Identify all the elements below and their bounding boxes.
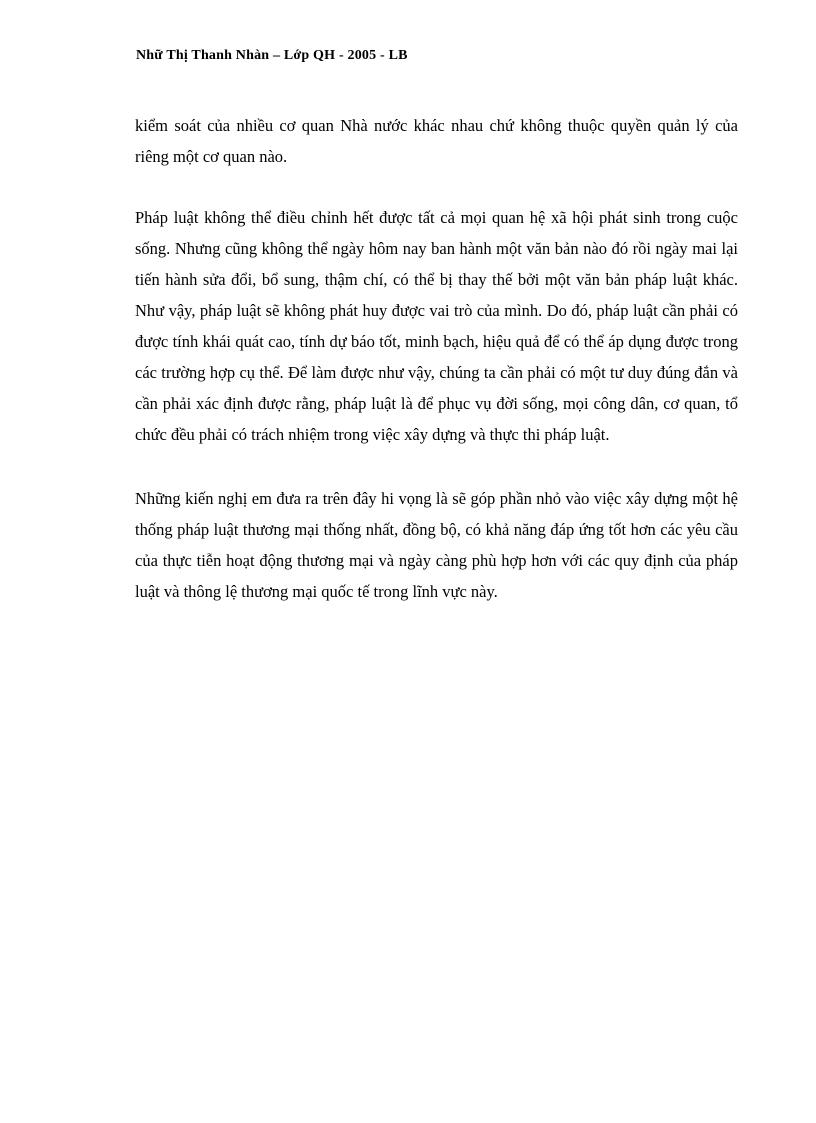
paragraph-legal-framework: Pháp luật không thể điều chỉnh hết được tất cả mọi quan hệ xã hội phát sinh trong cuộc sống. Nhưng cũng không thể ngày hôm nay ban hành một văn bản nào đó rồi ngày mai lại tiến hành sửa đổi, bổ sung, thậm chí, có thể bị thay thế bởi một văn bản pháp luật khác. Như vậy, pháp luật sẽ không phát huy được vai trò của mình. Do đó, pháp luật cần phải có được tính khái quát cao, tính dự báo tốt, minh bạch, hiệu quả để có thể áp dụng được trong các trường hợp cụ thể. Để làm được như vậy, chúng ta cần phải có một tư duy đúng đắn và cần phải xác định được rằng, pháp luật là để phục vụ đời sống, mọi công dân, cơ quan, tổ chức đều phải có trách nhiệm trong việc xây dựng và thực thi pháp luật. [135, 208, 738, 444]
paragraph-continuation: kiểm soát của nhiều cơ quan Nhà nước khác nhau chứ không thuộc quyền quản lý của riêng một cơ quan nào. [135, 116, 738, 166]
page-header: Nhữ Thị Thanh Nhàn – Lớp QH - 2005 - LB [136, 48, 408, 63]
paragraph-recommendations: Những kiến nghị em đưa ra trên đây hi vọng là sẽ góp phần nhỏ vào việc xây dựng một hệ thống pháp luật thương mại thống nhất, đồng bộ, có khả năng đáp ứng tốt hơn các yêu cầu của thực tiễn hoạt động thương mại và ngày càng phù hợp hơn với các quy định của pháp luật và thông lệ thương mại quốc tế trong lĩnh vực này. [135, 489, 738, 601]
